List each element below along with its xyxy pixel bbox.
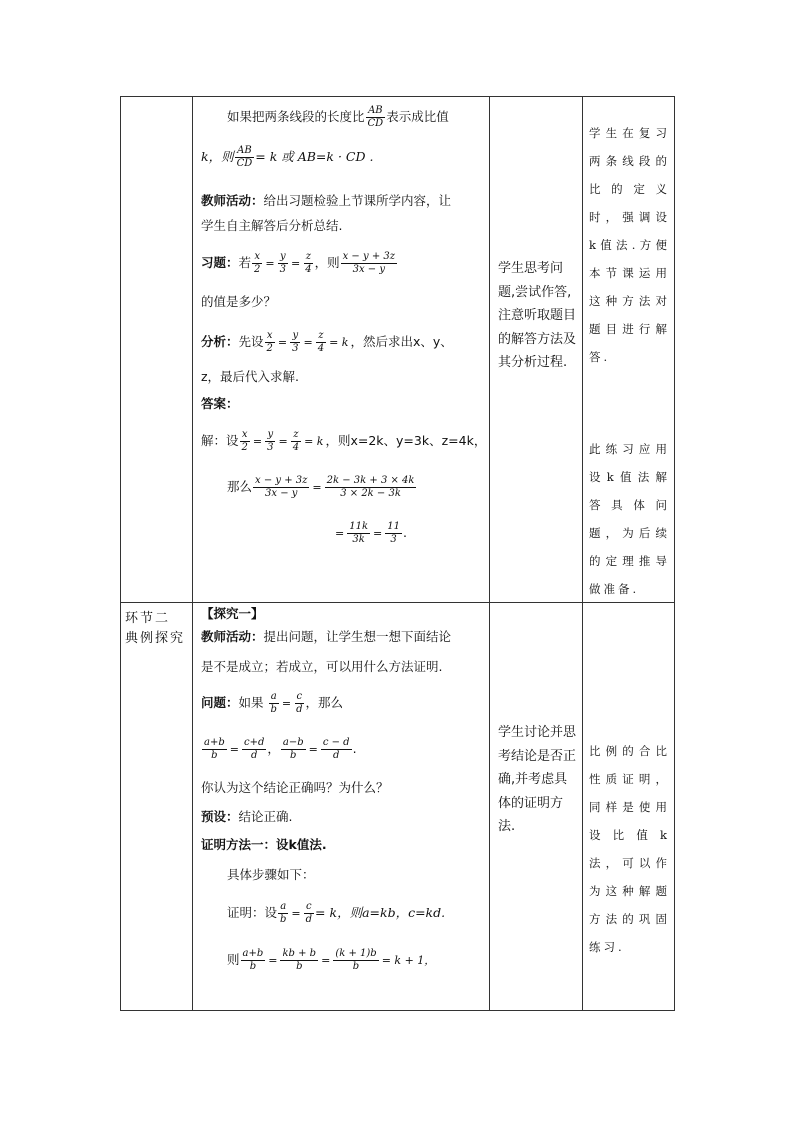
student-activity-text: 学生讨论并思考结论是否正确,并考虑具体的证明方法. (498, 725, 577, 834)
substitution-line: 那么 $\frac{x - y + 3z}{3x - y}$ = $\frac{2k - 3k + 3 \times 4k}{3 \times 2k - 3k}$ (227, 475, 415, 499)
design-note-3: 比例的合比性质证明，同样是使用设比值k法，可以作为这种解题方法的巩固练习. (589, 744, 670, 954)
proof-derivation-line: 则 $\frac{a+b}{b}$ = $\frac{kb + b}{b}$ = $\frac{(k + 1)b}{b}$ = k + 1， (227, 948, 436, 972)
method-label: 证明方法一：设k值法. (201, 837, 327, 852)
question-line: 问题：如果 $\frac{a}{b}$ = $\frac{c}{d}$ ，那么 (201, 691, 344, 715)
explore-heading: 【探究一】 (201, 606, 264, 621)
design-note-1: 学生在复习两条线段的比的定义时，强调设k值法.方便本节课运用这种方法对题目进行解答. (589, 126, 670, 364)
intro-line: 如果把两条线段的长度比 $\frac{AB}{CD}$ 表示成比值 (227, 105, 449, 129)
analysis-line: 分析：先设 $\frac{x}{2}$ = $\frac{y}{3}$ = $\frac{z}{4}$ = k ，然后求出x、y、 (201, 330, 453, 354)
teacher-activity-line-2: 学生自主解答后分析总结. (201, 218, 343, 233)
content-cell-explore (193, 603, 490, 1011)
student-activity-text: 学生思考问题,尝试作答,注意听取题目的解答方法及其分析过程. (498, 261, 577, 370)
preset-line: 预设：结论正确. (201, 809, 293, 824)
env-cell-empty (121, 97, 193, 603)
content-cell-review (193, 97, 490, 603)
table-row-explore (121, 603, 675, 1011)
teacher-activity-line-1: 教师活动：提出问题，让学生想一想下面结论 (201, 629, 452, 644)
env-cell-explore (121, 603, 193, 1011)
think-question: 你认为这个结论正确吗？为什么？ (201, 780, 389, 795)
proof-line: 证明：设 $\frac{a}{b}$ = $\frac{c}{d}$ = k，则a=kb，c=kd. (227, 901, 446, 925)
student-cell-explore (490, 603, 583, 1011)
conclusion-line: $\frac{a+b}{b}$ = $\frac{c+d}{d}$ ， $\frac{a-b}{b}$ = $\frac{c - d}{d}$ . (204, 737, 357, 761)
teacher-activity-line-2: 是不是成立；若成立，可以用什么方法证明. (201, 659, 443, 674)
answer-label-line: 答案： (201, 396, 239, 411)
design-note-cell-explore (583, 603, 675, 1011)
table-row-review (121, 97, 675, 603)
solution-line: 解：设 $\frac{x}{2}$ = $\frac{y}{3}$ = $\frac{z}{4}$ = k ，则x=2k、y=3k、z=4k， (201, 429, 487, 453)
result-line: = $\frac{11k}{3k}$ = $\frac{11}{3}$ . (335, 521, 407, 545)
env-label: 环节二 典例探究 (125, 611, 186, 646)
exercise-tail-line: 的值是多少？ (201, 294, 277, 309)
k-definition-line: k，则 $\frac{AB}{CD}$ = k 或 AB=k · CD . (201, 145, 374, 169)
fraction-ab-cd: $\frac{AB}{CD}$ (367, 105, 384, 129)
exercise-line: 习题：若 $\frac{x}{2}$ = $\frac{y}{3}$ = $\frac{z}{4}$ ，则 $\frac{x - y + 3z}{3x - y}$ (201, 251, 396, 275)
steps-label: 具体步骤如下： (227, 867, 315, 882)
lesson-table (120, 96, 675, 1011)
analysis-line-2: z，最后代入求解. (201, 369, 300, 384)
teacher-activity-line-1: 教师活动：给出习题检验上节课所学内容，让 (201, 193, 452, 208)
design-note-cell-review (583, 97, 675, 603)
student-cell-review (490, 97, 583, 603)
design-note-2: 此练习应用设k值法解答具体问题，为后续的定理推导做准备. (589, 442, 670, 596)
